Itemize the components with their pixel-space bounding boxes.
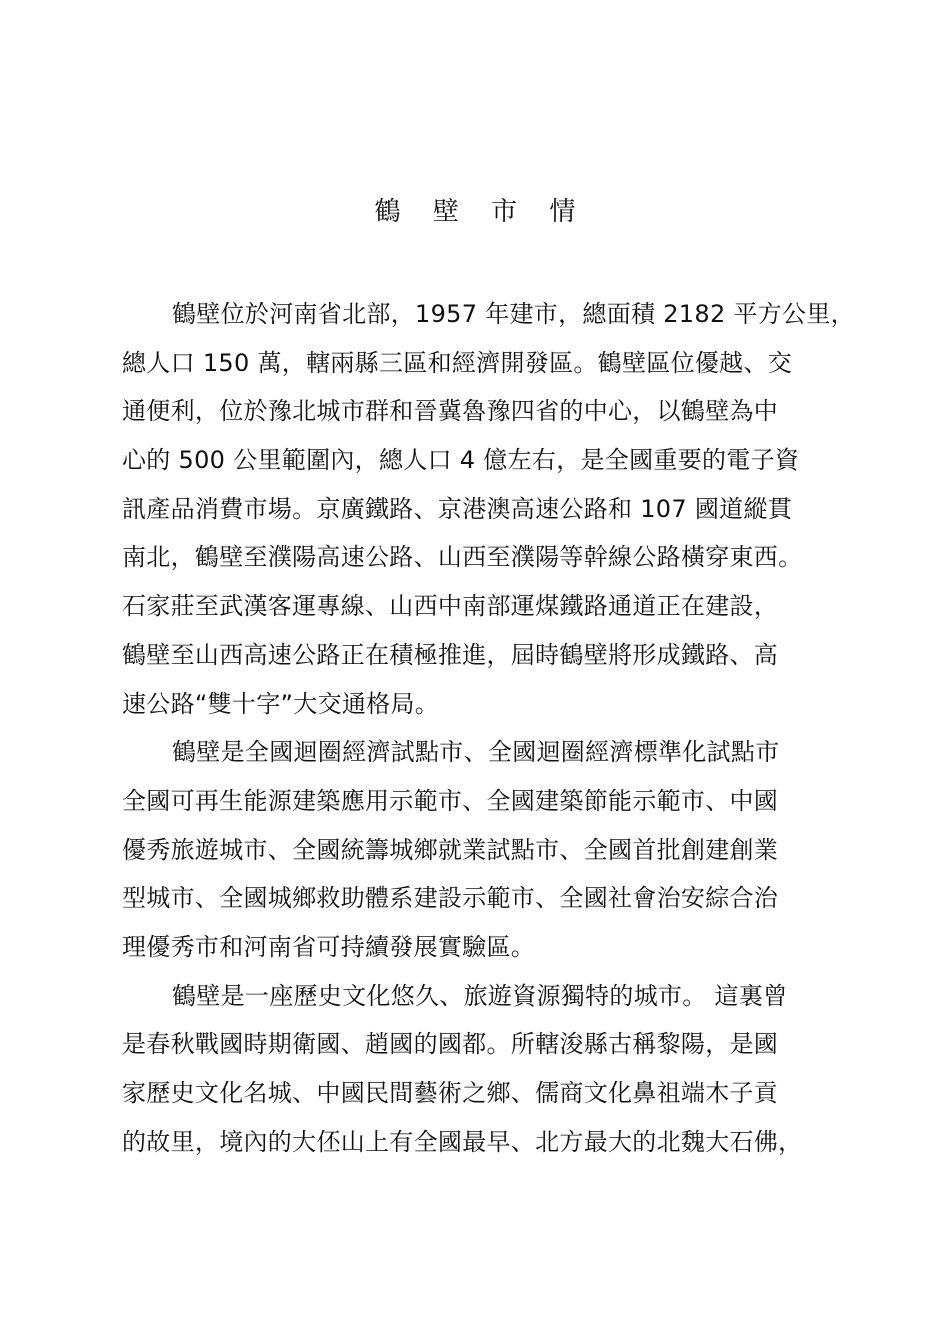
text-line: 鶴壁是一座歷史文化悠久、旅遊資源獨特的城市。 這裏曾 bbox=[172, 981, 788, 1010]
text-line: 鶴壁位於河南省北部，1957 年建市，總面積 2182 平方公里， bbox=[172, 300, 855, 328]
text-line: 速公路“雙十字”大交通格局。 bbox=[122, 689, 440, 718]
text-line: 南北，鶴壁至濮陽高速公路、山西至濮陽等幹線公路橫穿東西。 bbox=[122, 543, 803, 572]
text-line: 石家莊至武漢客運專線、山西中南部運煤鐵路通道正在建設， bbox=[122, 592, 779, 621]
document-title: 鶴 壁 市 情 bbox=[374, 197, 588, 227]
text-line: 心的 500 公里範圍內，總人口 4 億左右，是全國重要的電子資 bbox=[122, 446, 800, 475]
text-line: 訊產品消費市場。京廣鐵路、京港澳高速公路和 107 國道縱貫 bbox=[122, 494, 793, 523]
text-line: 是春秋戰國時期衛國、趙國的國都。所轄浚縣古稱黎陽，是國 bbox=[122, 1030, 779, 1059]
text-line: 鶴壁是全國迴圈經濟試點市、全國迴圈經濟標準化試點市 bbox=[172, 738, 780, 767]
text-line: 通便利，位於豫北城市群和晉冀魯豫四省的中心，以鶴壁為中 bbox=[122, 397, 779, 426]
text-line: 總人口 150 萬，轄兩縣三區和經濟開發區。鶴壁區位優越、交 bbox=[122, 348, 793, 377]
text-line: 理優秀市和河南省可持續發展實驗區。 bbox=[122, 932, 536, 961]
text-line: 家歷史文化名城、中國民間藝術之鄉、儒商文化鼻祖端木子貢 bbox=[122, 1079, 779, 1107]
text-line: 優秀旅遊城市、全國統籌城鄉就業試點市、全國首批創建創業 bbox=[122, 835, 779, 864]
text-line: 鶴壁至山西高速公路正在積極推進，屆時鶴壁將形成鐵路、高 bbox=[122, 640, 779, 669]
text-line: 全國可再生能源建築應用示範市、全國建築節能示範市、中國 bbox=[122, 786, 779, 815]
document-body bbox=[122, 290, 862, 1166]
text-line: 的故里，境內的大伾山上有全國最早、北方最大的北魏大石佛， bbox=[122, 1127, 803, 1156]
text-line: 型城市、全國城鄉救助體系建設示範市、全國社會治安綜合治 bbox=[122, 884, 779, 913]
